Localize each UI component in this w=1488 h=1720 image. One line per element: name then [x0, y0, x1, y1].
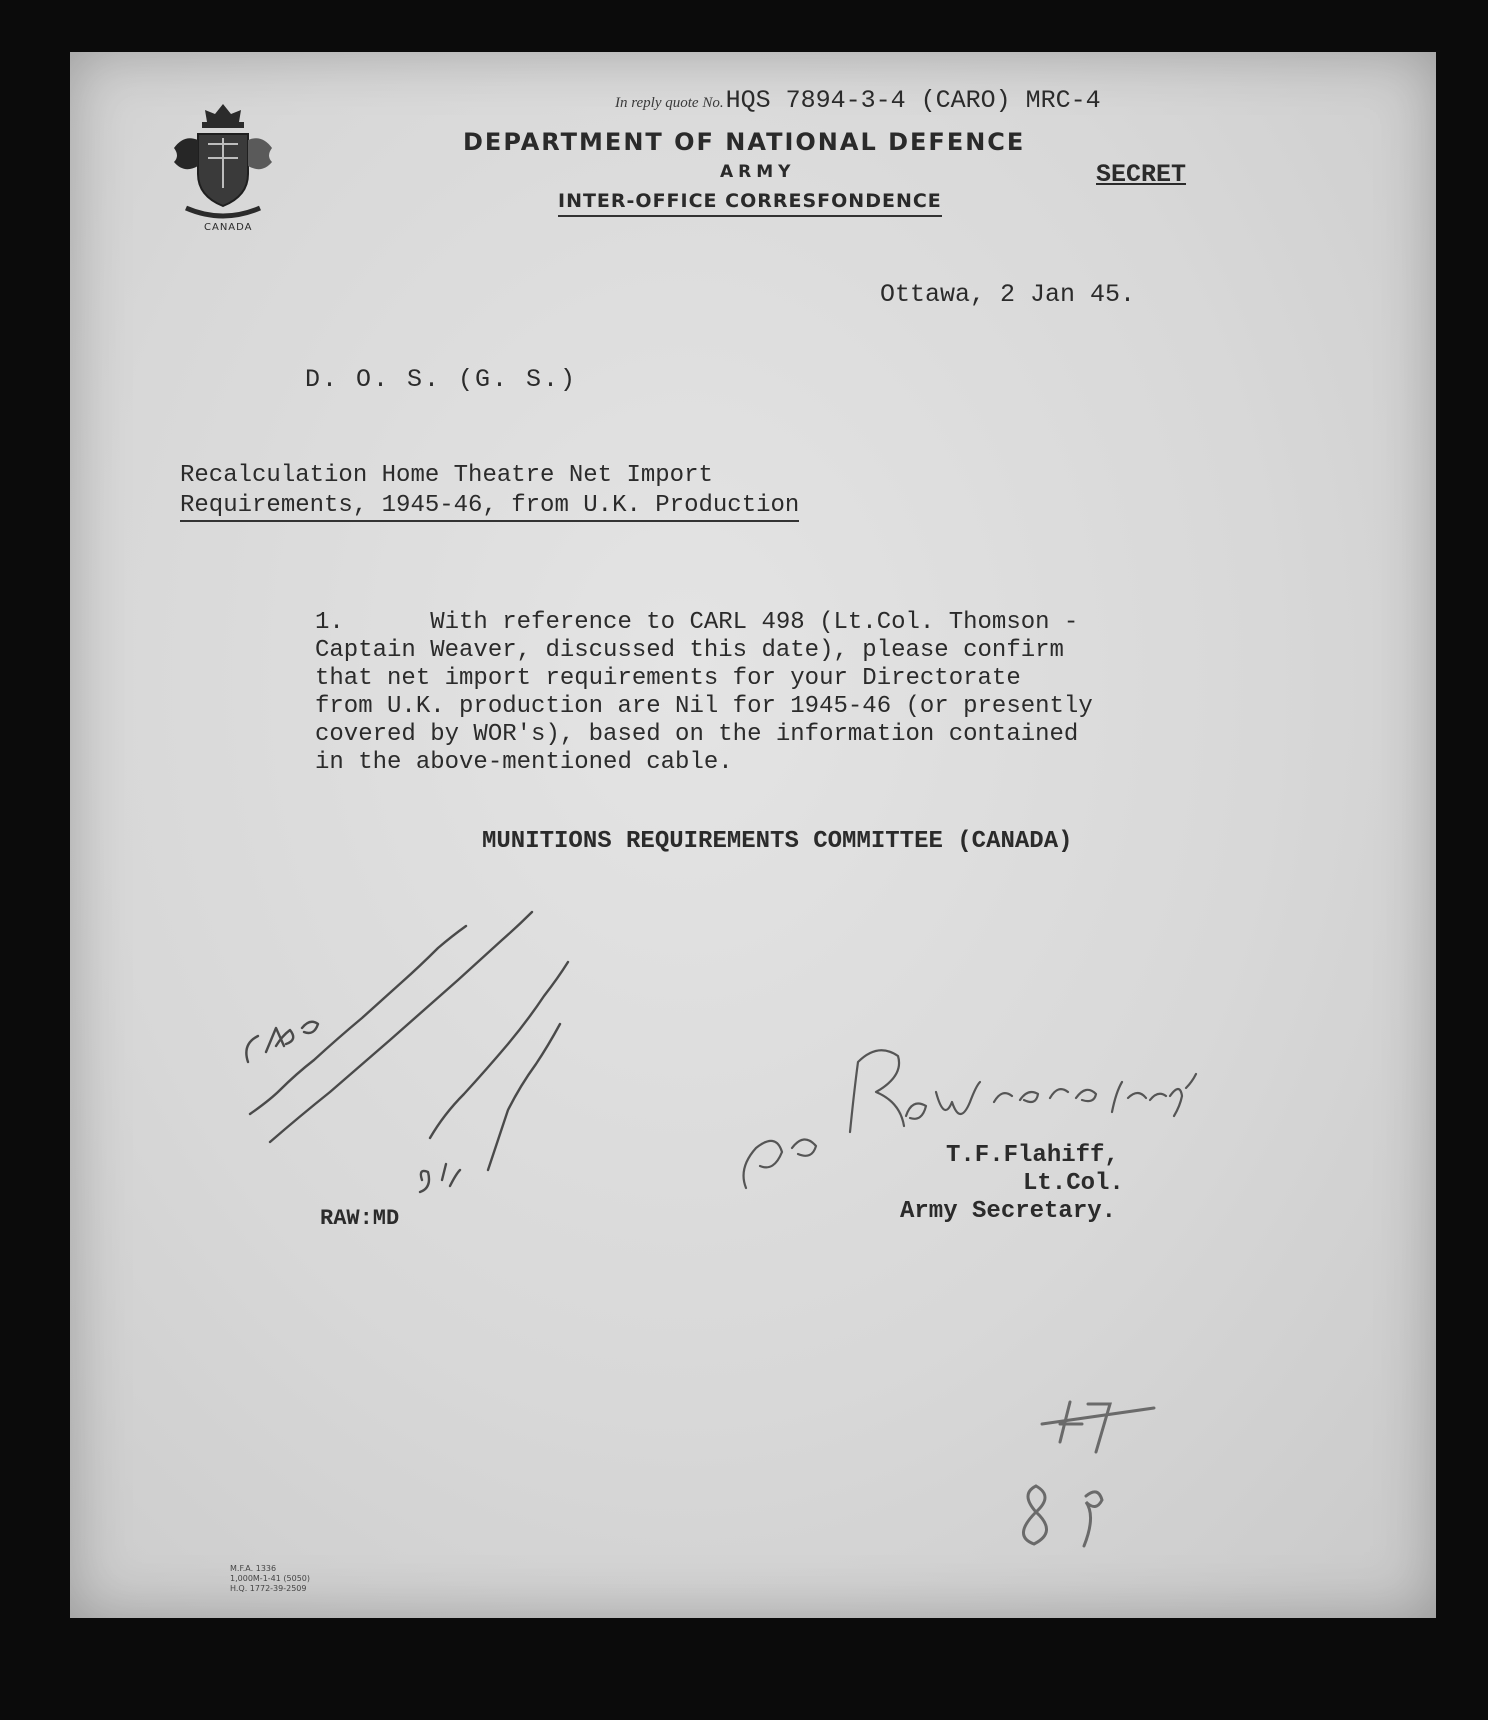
- reply-reference-number: HQS 7894-3-4 (CARO) MRC-4: [725, 86, 1101, 115]
- branch-heading: ARMY: [720, 162, 796, 182]
- committee-name: MUNITIONS REQUIREMENTS COMMITTEE (CANADA): [482, 828, 1073, 855]
- body-line: covered by WOR's), based on the information contained: [315, 721, 1079, 748]
- reply-reference: [615, 86, 1101, 115]
- body-line: in the above-mentioned cable.: [315, 749, 733, 776]
- handwritten-folio: [1023, 1402, 1154, 1546]
- form-code-line: H.Q. 1772-39-2509: [230, 1584, 307, 1593]
- department-heading: DEPARTMENT OF NATIONAL DEFENCE: [463, 128, 1026, 156]
- correspondence-type: INTER-OFFICE CORRESFONDENCE: [558, 190, 942, 217]
- body-line: from U.K. production are Nil for 1945-46 (or presently: [315, 693, 1093, 720]
- form-code-line: M.F.A. 1336: [230, 1564, 277, 1573]
- body-line: 1. With reference to CARL 498 (Lt.Col. Thomson -: [315, 609, 1079, 636]
- signer-title: Army Secretary.: [900, 1198, 1117, 1225]
- body-line: that net import requirements for your Directorate: [315, 665, 1021, 692]
- crest-caption: CANADA: [204, 222, 253, 233]
- memo-page: [70, 52, 1436, 1618]
- subject-line-2: Requirements, 1945-46, from U.K. Production: [180, 492, 799, 522]
- form-code-line: 1,000M-1-41 (5050): [230, 1574, 310, 1583]
- reply-reference-label: In reply quote No.: [615, 95, 724, 111]
- canada-coat-of-arms-icon: [168, 100, 278, 230]
- signer-rank: Lt.Col.: [1023, 1170, 1124, 1197]
- subject-line-1: Recalculation Home Theatre Net Import: [180, 462, 713, 489]
- handwritten-note: [246, 912, 568, 1192]
- signer-name: T.F.Flahiff,: [946, 1142, 1119, 1169]
- place-date: Ottawa, 2 Jan 45.: [880, 280, 1136, 309]
- classification-stamp: SECRET: [1096, 160, 1187, 189]
- recipient: D. O. S. (G. S.): [305, 365, 578, 394]
- body-line: Captain Weaver, discussed this date), please confirm: [315, 637, 1064, 664]
- typist-initials: RAW:MD: [320, 1206, 400, 1231]
- form-code: [230, 1564, 310, 1594]
